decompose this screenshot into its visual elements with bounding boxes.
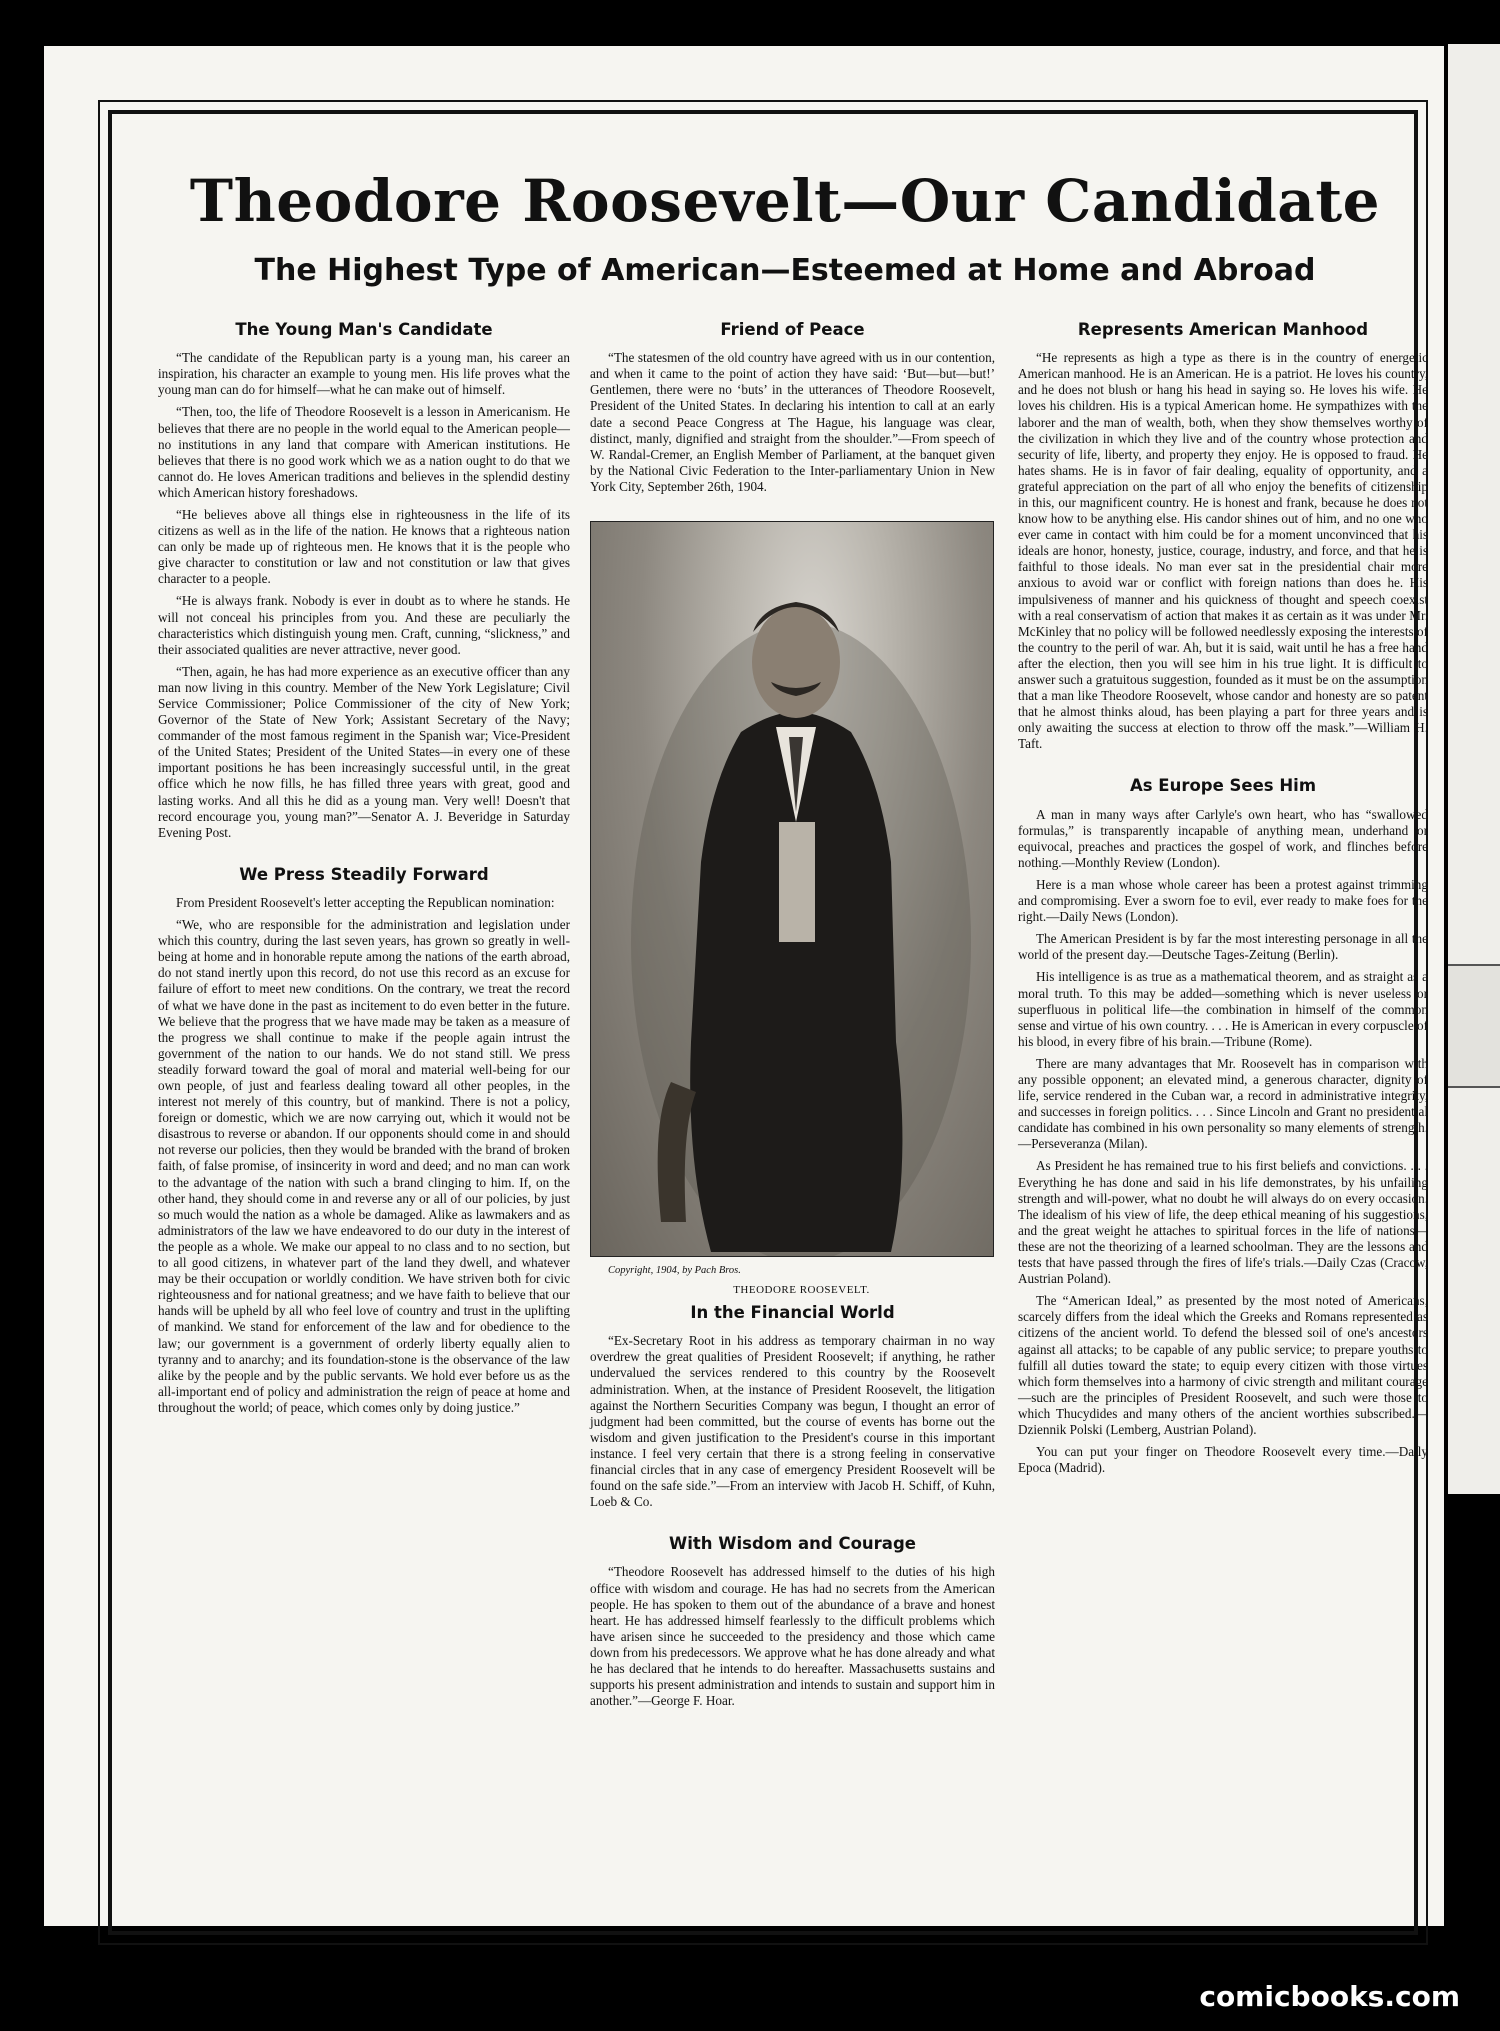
section-heading-we-press-steadily-forward: We Press Steadily Forward [239,864,489,884]
paragraph: There are many advantages that Mr. Roosevelt has in comparison with any possible opponent; an elevated mind, a generous character, dignity of life, service rendered in the Cuban war, a record in administrative integrity, and successes in foreign politics. . . . Since Lincoln and Grant no presidential candidate has combined in his own personality so many elements of strength.—Perseveranza (Milan). [1018,1055,1428,1152]
paragraph: Here is a man whose whole career has been a protest against trimming and compromising. Ever a sworn foe to evil, ever ready to make foes for the right.—Daily News (London). [1018,876,1428,925]
page-title: Theodore Roosevelt—Our Candidate [189,167,1381,235]
portrait-figure [591,522,994,1257]
adjacent-page-strip [1448,44,1500,1494]
paragraph: A man in many ways after Carlyle's own heart, who has “swallowed formulas,” is transparently incapable of anything mean, underhand or equivocal, preaches and practices the gospel of work, and flinches before nothing.—Monthly Review (London). [1018,806,1428,870]
section-heading-as-europe-sees-him: As Europe Sees Him [1129,776,1317,796]
photo-caption: THEODORE ROOSEVELT. [733,1283,870,1296]
page-subtitle: The Highest Type of American—Esteemed at Home and Abroad [254,253,1316,288]
column-left [158,320,570,1422]
paragraph: “Then, again, he has had more experience as an executive officer than any man now living in this country. Member of the New York Legislature; Civil Service Commissioner; Police Commissioner of the city of New York; Governor of the State of New York; Assistant Secretary of the Navy; commander of the most famous regiment in the Spanish war; Vice-President of the United States; President of the United States—in every one of these important positions he has been increasingly successful until, in the great office which he now fills, he has filled three years with great, good and lasting works. And all this he did as a young man. Very well! Doesn't that record encourage you, young man?”—Senator A. J. Beveridge in Saturday Evening Post. [158,663,570,840]
paragraph: His intelligence is as true as a mathematical theorem, and as straight as a moral truth. To this may be added—something which is never useless or superfluous in political life—the combination in himself of the common sense and virtue of his own country. . . . He is American in every corpuscle of his blood, in every fibre of his brain.—Tribune (Rome). [1018,969,1428,1049]
paragraph: “He is always frank. Nobody is ever in doubt as to where he stands. He will not conceal his principles from you. And these are peculiarly the characteristics which distinguish young men. Craft, cunning, “slickness,” and their associated qualities are never attractive, never good. [158,593,570,657]
paragraph: “He believes above all things else in righteousness in the life of its citizens as well as in the life of the nation. He knows that a righteous nation can only be made up of righteous men. He knows that it is the people who give character to constitution or law and not constitution or law that gives character to a people. [158,506,570,587]
paragraph: “We, who are responsible for the administration and legislation under which this country, during the last seven years, has grown so greatly in well-being at home and in honorable repute among the nations of the earth abroad, do not stand inertly upon this record, do not use this record as an excuse for failure of effort to meet new conditions. On the contrary, we treat the record of what we have done in the past as incitement to do even better in the future. We believe that the progress that we have made may be taken as a measure of the progress we shall continue to make if the people again intrust the government of the nation to our hands. We do not stand still. We press steadily forward toward the goal of moral and material well-being for our own people, of just and fearless dealing toward all other peoples, in the interest not merely of this country, but of mankind. There is not a policy, foreign or domestic, which we are now carrying out, which it would not be disastrous to reverse or abandon. If our opponents should come in and should not reverse our policies, then they would be branded with the brand of broken faith, of false promise, of insincerity in word and deed; and no man can work to the advantage of the nation with such a brand clinging to him. If, on the other hand, they should come in and reverse any or all of our policies, by just so much would the nation as a whole be damaged. Alike as lawmakers and as administrators of the law we have endeavored to do our duty in the interest of the people as a whole. We make our appeal to no class and to no section, but to all good citizens, in whatever part of the land they dwell, and whatever may be their occupation or worldly condition. We have striven both for civic righteousness and for national greatness; and we have faith to believe that our hands will be upheld by all who feel love of country and trust in the uplifting of mankind. We stand for enforcement of the law and for obedience to the law; our government is a government of orderly liberty equally alien to tyranny and to anarchy; and its foundation-stone is the observance of the law alike by the people and by the public servants. We hold ever before us as the all-important end of policy and administration the reign of peace at home and throughout the world; of peace, which comes only by doing justice.” [158,917,570,1415]
adjacent-page-illustration [1448,964,1500,1088]
portrait-photo [590,521,994,1257]
column-right [1018,320,1428,1482]
paragraph: “The statesmen of the old country have agreed with us in our contention, and when it came to the point of action they have said: ‘But—but—but!’ Gentlemen, there were no ‘buts’ in the utterances of Theodore Roosevelt, President of the United States. In declaring his intention to call at an early date a second Peace Congress at The Hague, his language was clear, distinct, manly, dignified and straight from the shoulder.”—From speech of W. Randal-Cremer, an English Member of Parliament, at the banquet given by the National Civic Federation to the Inter-parliamentary Union in New York City, September 26th, 1904. [590,350,995,494]
paragraph: You can put your finger on Theodore Roosevelt every time.—Daily Epoca (Madrid). [1018,1444,1428,1476]
section-heading-financial-world: In the Financial World [690,1303,895,1323]
photo-credit: Copyright, 1904, by Pach Bros. [608,1264,741,1276]
paragraph: As President he has remained true to his first beliefs and convictions. . . . Everything he has done and said in his life demonstrates, by his unfailing strength and will-power, what no doubt he will always do on every occasion. The idealism of his view of life, the deep ethical meaning of his suggestions, and the great weight he attaches to spiritual forces in the life of nations—these are not the theorizing of a learned schoolman. They are the lessons and tests that have passed through the fires of life's trials.—Daily Czas (Cracow, Austrian Poland). [1018,1158,1428,1287]
paragraph: “He represents as high a type as there is in the country of energetic American manhood. He is an American. He is a patriot. He loves his country, and he does not blush or hang his head in saying so. He loves his wife. He loves his children. His is a typical American home. He sympathizes with the laborer and the man of wealth, both, when they show themselves worthy of the civilization in which they live and of the country whose protection and security of life, liberty, and property they enjoy. He is opposed to fraud. He hates shams. He is in favor of fair dealing, equality of opportunity, and a grateful appreciation on the part of all who enjoy the benefits of citizenship in this, our magnificent country. He is honest and frank, because he does not know how to be anything else. His candor shines out of him, and no one who ever came in contact with him could be for a moment unconvinced that his ideals are honor, honesty, justice, courage, industry, and force, and that he is faithful to those ideals. No man ever sat in the presidential chair more anxious to avoid war or conflict with foreign nations than does he. His impulsiveness of manner and his quickness of thought and speech coexist with a real conservatism of action that makes it as certain as it was under Mr. McKinley that no policy will be followed needlessly exposing the interests of the country to the peril of war. Ah, but it is said, wait until he has a free hand after the election, then you will see him in his true light. It is difficult to answer such a gratuitous suggestion, founded as it must be on the assumption that a man like Theodore Roosevelt, whose candor and honesty are so patent that he almost thinks aloud, has been playing a part for three years and is only awaiting the success at election to throw off the mask.”—William H. Taft. [1018,350,1428,752]
paragraph: The American President is by far the most interesting personage in all the world of the present day.—Deutsche Tages-Zeitung (Berlin). [1018,931,1428,963]
section-heading-wisdom-and-courage: With Wisdom and Courage [669,1534,916,1554]
paragraph: The “American Ideal,” as presented by the most noted of Americans, scarcely differs from the ideal which the Greeks and Romans represented as citizens of the ancient world. To defend the blessed soil of one's ancestors against all attacks; to be capable of any public service; to prepare youths to fulfill all duties toward the state; to equip every citizen with those virtues which form themselves into a harmony of civic strength and militant courage—such are the principles of President Roosevelt, and such were those to which Thucydides and many others of the ancient worthies subscribed.—Dziennik Polski (Lemberg, Austrian Poland). [1018,1293,1428,1437]
column-center [590,320,995,1715]
section-heading-friend-of-peace: Friend of Peace [720,320,865,339]
watermark: comicbooks.com [1199,1980,1460,2013]
paragraph: From President Roosevelt's letter accepting the Republican nomination: [176,894,555,910]
section-heading-young-mans-candidate: The Young Man's Candidate [235,320,493,339]
paragraph: “Then, too, the life of Theodore Roosevelt is a lesson in Americanism. He believes that there are no people in the world equal to the American people—no institutions in any land that compare with American institutions. He believes that there is no good work which we as a nation ought to do that we cannot do. He loves American traditions and believes in the splendid destiny which American history foreshadows. [158,404,570,500]
section-heading-american-manhood: Represents American Manhood [1077,320,1369,339]
paragraph: “Ex-Secretary Root in his address as temporary chairman in no way overdrew the great qualities of President Roosevelt; if anything, he rather undervalued the services rendered to this country by the Roosevelt administration. When, at the instance of President Roosevelt, the litigation against the Northern Securities Company was begun, I thought an error of judgment had been committed, but the course of events has borne out the wisdom and given justification to the President's course in this important instance. I feel very certain that there is a strong feeling in conservative financial circles that in any case of emergency President Roosevelt will be found on the safe side.”—From an interview with Jacob H. Schiff, of Kuhn, Loeb & Co. [590,1333,995,1510]
paragraph: “Theodore Roosevelt has addressed himself to the duties of his high office with wisdom and courage. He has had no secrets from the American people. He has spoken to them out of the abundance of a brave and honest heart. He has addressed himself fearlessly to the difficult problems which have arisen since he succeeded to the presidency and those which came down from his predecessors. We approve what he has done already and what he has declared that he intends to do hereafter. Massachusetts sustains and supports his present administration and intends to sustain and support him in another.”—George F. Hoar. [590,1564,995,1709]
paragraph: “The candidate of the Republican party is a young man, his career an inspiration, his character an example to young men. His life proves what the young man can do for himself—what he can make out of himself. [158,350,570,398]
